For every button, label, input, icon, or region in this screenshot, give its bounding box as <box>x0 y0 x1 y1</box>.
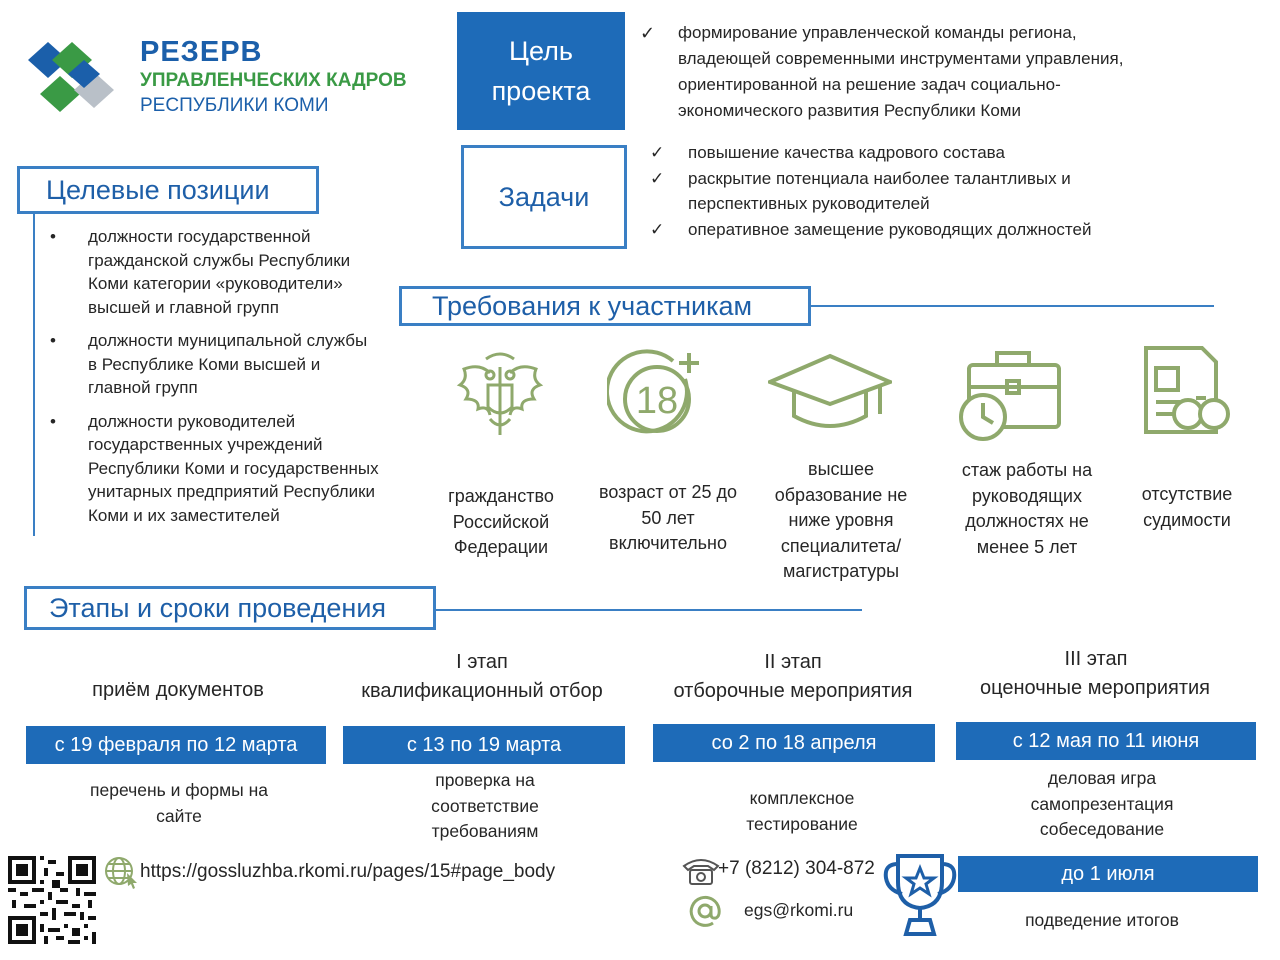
requirement-age: возраст от 25 до 50 лет включительно <box>598 482 738 553</box>
task-text: повышение качества кадрового состава <box>688 143 1005 162</box>
logo-diamonds-icon <box>28 42 120 112</box>
stage-name: квалификационный отбор <box>361 680 603 702</box>
position-text: должности муниципальной службы в Республике Коми высшей и главной групп <box>88 331 368 397</box>
stage-desc: деловая игра самопрезентация собеседование <box>1030 768 1174 839</box>
goal-line: формирование управленческой команды региона, <box>678 23 1077 42</box>
stage-name: отборочные мероприятия <box>673 680 913 702</box>
bullet: • <box>50 227 56 246</box>
logo-title: РЕЗЕРВ <box>140 36 263 68</box>
stage-number: II этап <box>764 651 822 673</box>
bullet: • <box>50 331 56 350</box>
divider <box>33 214 35 536</box>
goal-label-line2: проекта <box>491 76 591 106</box>
briefcase-clock-icon <box>955 345 1065 445</box>
task-text: раскрытие потенциала наиболее талантливых и перспективных руководителей <box>688 168 1071 213</box>
stage-dates: с 12 мая по 11 июня <box>956 722 1256 760</box>
requirements-title: Требования к участникам <box>399 286 811 326</box>
requirement-education: высшее образование не ниже уровня специалитета/ магистратуры <box>774 459 908 581</box>
final-dates: до 1 июля <box>958 856 1258 892</box>
requirement-no-record: отсутствие судимости <box>1141 484 1233 530</box>
qr-code-icon <box>8 856 96 944</box>
coat-of-arms-icon <box>450 345 550 445</box>
tasks-list <box>650 140 1270 242</box>
final-desc: подведение итогов <box>1025 910 1179 930</box>
check-icon: ✓ <box>650 219 665 239</box>
task-text: оперативное замещение руководящих должностей <box>688 219 1092 239</box>
globe-www-icon <box>103 855 141 889</box>
tasks-label: Задачи <box>461 145 627 249</box>
website-link[interactable]: https://gossluzhba.rkomi.ru/pages/15#page_body <box>140 861 556 882</box>
stages-title: Этапы и сроки проведения <box>24 586 436 630</box>
task-item <box>650 217 1270 243</box>
position-item <box>50 329 380 400</box>
stage-desc: комплексное тестирование <box>746 788 858 834</box>
telephone-icon <box>682 856 720 886</box>
target-positions-list <box>50 225 380 537</box>
trophy-star-icon <box>882 852 958 938</box>
goal-line: ориентированной на решение задач социально- <box>678 75 1061 94</box>
document-handcuffs-icon <box>1140 342 1236 438</box>
divider <box>811 305 1214 307</box>
stage-dates: с 19 февраля по 12 марта <box>26 726 326 764</box>
check-icon: ✓ <box>640 23 656 43</box>
goal-line: экономического развития Республики Коми <box>678 101 1021 120</box>
requirement-experience: стаж работы на руководящих должностях не менее 5 лет <box>961 460 1093 557</box>
goal-line: владеющей современными инструментами управления, <box>678 49 1124 68</box>
position-text: должности государственной гражданской службы Республики Коми категории «руководители» высшей и главной групп <box>88 227 351 317</box>
logo-region: РЕСПУБЛИКИ КОМИ <box>140 95 329 116</box>
email-address[interactable]: egs@rkomi.ru <box>744 900 854 920</box>
goal-label <box>457 12 625 130</box>
goal-text <box>640 20 1260 124</box>
graduation-cap-icon <box>768 352 892 432</box>
stage-dates: с 13 по 19 марта <box>343 726 625 764</box>
goal-label-line1: Цель <box>509 36 573 66</box>
position-text: должности руководителей государственных учреждений Республики Коми и государственных унитарных предприятий Республики Коми и их заместителей <box>88 411 379 525</box>
stage-dates: со 2 по 18 апреля <box>653 724 935 762</box>
at-sign-icon <box>688 894 722 928</box>
stage-desc: перечень и формы на сайте <box>90 780 268 826</box>
stage-desc: проверка на соответствие требованиям <box>431 770 539 841</box>
phone-number[interactable]: +7 (8212) 304-872 <box>718 858 875 879</box>
stage-name: оценочные мероприятия <box>980 677 1210 699</box>
task-item <box>650 166 1148 217</box>
position-item <box>50 225 380 319</box>
requirement-citizenship: гражданство Российской Федерации <box>448 486 554 557</box>
position-item <box>50 410 380 528</box>
stage-number: III этап <box>1064 648 1128 670</box>
divider <box>436 609 862 611</box>
check-icon: ✓ <box>650 168 665 188</box>
task-item <box>650 140 1270 166</box>
check-icon: ✓ <box>650 143 665 162</box>
age-badge: 18 <box>635 380 679 422</box>
age-18-plus-icon <box>607 345 707 445</box>
stage-number: I этап <box>456 651 508 673</box>
stage-name: приём документов <box>92 679 264 701</box>
target-positions-title: Целевые позиции <box>17 166 319 214</box>
bullet: • <box>50 411 56 431</box>
logo-subtitle: УПРАВЛЕНЧЕСКИХ КАДРОВ <box>140 70 407 91</box>
